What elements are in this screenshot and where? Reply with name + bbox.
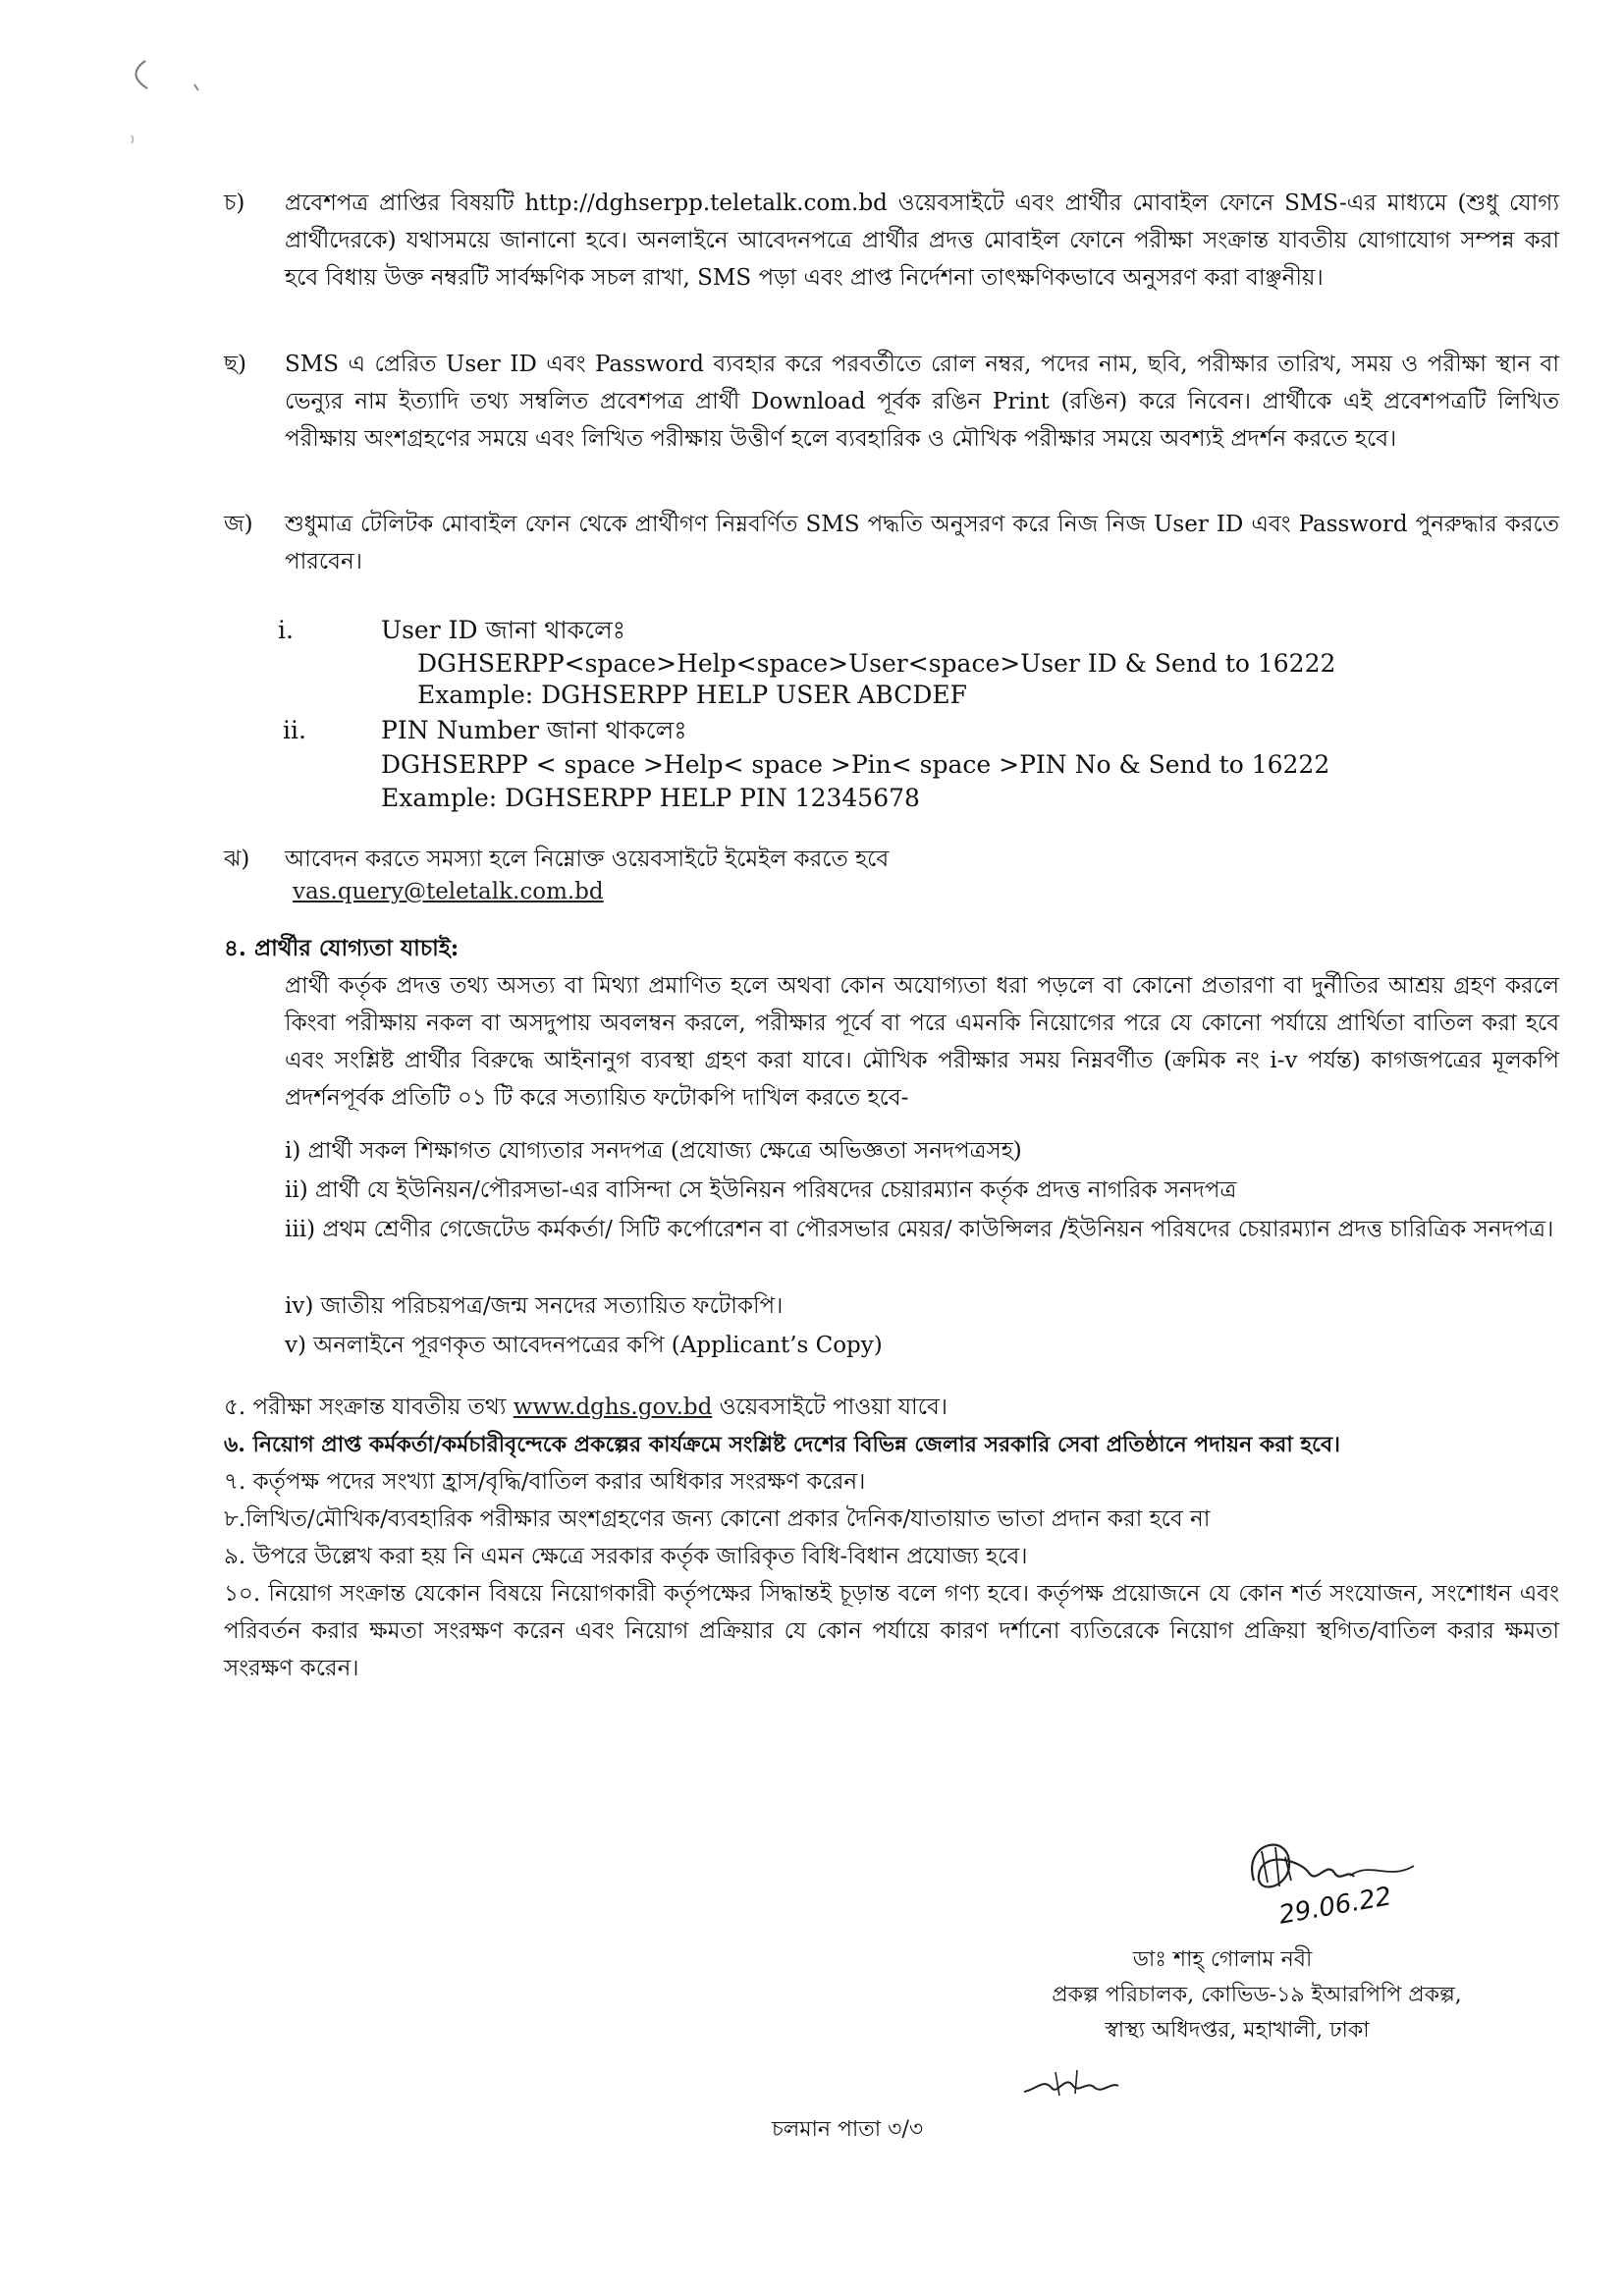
signature-date: 29.06.22 [1276, 1882, 1394, 1931]
dghs-website-link[interactable]: www.dghs.gov.bd [513, 1394, 713, 1420]
support-email-link[interactable]: vas.query@teletalk.com.bd [293, 879, 604, 904]
clause-6: ৬. নিয়োগ প্রাপ্ত কর্মকর্তা/কর্মচারীবৃন্দেকে প্রকল্পের কার্যক্রমে সংশ্লিষ্ট দেশের বিভিন্ন জেলার সরকারি সেবা প্রতিষ্ঠানে পদায়ন করা হবে। [224, 1432, 1340, 1457]
user-id-password-paragraph: SMS এ প্রেরিত User ID এবং Password ব্যবহার করে পরবর্তীতে রোল নম্বর, পদের নাম, ছবি, পরীক্ষার তারিখ, সময় ও পরীক্ষা স্থান বা ভেন্যুর নাম ইত্যাদি তথ্য সম্বলিত প্রবেশপত্র প্রার্থী Download পূর্বক রঙিন Print (রঙিন) করে নিবেন। প্রার্থীকে এই প্রবেশপত্রটি লিখিত পরীক্ষায় অংশগ্রহণের সময়ে এবং লিখিত পরীক্ষায় উত্তীর্ণ হলে ব্যবহারিক ও মৌখিক পরীক্ষার সময়ে অবশ্যই প্রদর্শন করতে হবে। [285, 352, 1559, 452]
item-marker: ঝ) [224, 847, 250, 872]
clause-5 [224, 1389, 1559, 1426]
signatory-name: ডাঃ শাহ্ গোলাম নবী [1132, 1947, 1313, 1972]
clause-7: ৭. কর্তৃপক্ষ পদের সংখ্যা হ্রাস/বৃদ্ধি/বাতিল করার অধিকার সংরক্ষণ করেন। [224, 1469, 866, 1495]
document-list-item: iv) জাতীয় পরিচয়পত্র/জন্ম সনদের সত্যায়িত ফটোকপি। [285, 1293, 784, 1319]
recovery-paragraph: শুধুমাত্র টেলিটক মোবাইল ফোন থেকে প্রার্থীগণ নিম্নবর্ণিত SMS পদ্ধতি অনুসরণ করে নিজ নিজ User ID এবং Password পুনরুদ্ধার করতে পারবেন। [285, 512, 1559, 574]
sms-option-heading: PIN Number জানা থাকলেঃ [381, 716, 687, 744]
clause-10: ১০. নিয়োগ সংক্রান্ত যেকোন বিষয়ে নিয়োগকারী কর্তৃপক্ষের সিদ্ধান্তই চূড়ান্ত বলে গণ্য হবে। কর্তৃপক্ষ প্রয়োজনে যে কোন শর্ত সংযোজন, সংশোধন এবং পরিবর্তন করার ক্ষমতা সংরক্ষণ করেন এবং নিয়োগ প্রক্রিয়ার যে কোন পর্যায়ে কারণ দর্শানো ব্যতিরেকে নিয়োগ প্রক্রিয়া স্থগিত/বাতিল করার ক্ষমতা সংরক্ষণ করেন। [224, 1581, 1559, 1681]
document-list-item: v) অনলাইনে পূরণকৃত আবেদনপত্রের কপি (Applicant’s Copy) [285, 1333, 883, 1358]
clause-5-suffix: ওয়েবসাইটে পাওয়া যাবে। [712, 1394, 947, 1420]
section-4-body: প্রার্থী কর্তৃক প্রদত্ত তথ্য অসত্য বা মিথ্যা প্রমাণিত হলে অথবা কোন অযোগ্যতা ধরা পড়লে বা কোনো প্রতারণা বা দুর্নীতির আশ্রয় গ্রহণ করলে কিংবা পরীক্ষায় নকল বা অসদুপায় অবলম্বন করলে, পরীক্ষার পূর্বে বা পরে এমনকি নিয়োগের পরে যে কোনো পর্যায়ে প্রার্থিতা বাতিল করা হবে এবং সংশ্লিষ্ট প্রার্থীর বিরুদ্ধে আইনানুগ ব্যবস্থা গ্রহণ করা যাবে। মৌখিক পরীক্ষার সময় নিম্নবর্ণীত (ক্রমিক নং i-v পর্যন্ত) কাগজপত্রের মূলকপি প্রদর্শনপূর্বক প্রতিটি ০১ টি করে সত্যায়িত ফটোকপি দাখিল করতে হবে- [285, 973, 1559, 1111]
support-email-text: আবেদন করতে সমস্যা হলে নিম্নোক্ত ওয়েবসাইটে ইমেইল করতে হবে [285, 847, 890, 872]
sms-format-line: DGHSERPP<space>Help<space>User<space>User ID & Send to 16222 [417, 649, 1336, 678]
document-list-item: iii) প্রথম শ্রেণীর গেজেটেড কর্মকর্তা/ সিটি কর্পোরেশন বা পৌরসভার মেয়র/ কাউন্সিলর /ইউনিয়ন পরিষদের চেয়ারম্যান প্রদত্ত চারিত্রিক সনদপত্র। [285, 1217, 1554, 1242]
item-marker: জ) [224, 512, 253, 537]
sms-option-heading: User ID জানা থাকলেঃ [381, 616, 626, 644]
document-list-item: i) প্রার্থী সকল শিক্ষাগত যোগ্যতার সনদপত্র (প্রযোজ্য ক্ষেত্রে অভিজ্ঞতা সনদপত্রসহ) [285, 1138, 1022, 1164]
clause-8: ৮.লিখিত/মৌখিক/ব্যবহারিক পরীক্ষার অংশগ্রহণের জন্য কোনো প্রকার দৈনিক/যাতায়াত ভাতা প্রদান করা হবে না [224, 1506, 1211, 1532]
document-list-item: ii) প্রার্থী যে ইউনিয়ন/পৌরসভা-এর বাসিন্দা সে ইউনিয়ন পরিষদের চেয়ারম্যান কর্তৃক প্রদত্ত নাগরিক সনদপত্র [285, 1177, 1237, 1203]
item-marker: চ) [224, 191, 245, 216]
clause-5-text: ৫. পরীক্ষা সংক্রান্ত যাবতীয় তথ্য [224, 1394, 514, 1420]
signatory-office: স্বাস্থ্য অধিদপ্তর, মহাখালী, ঢাকা [1105, 2018, 1370, 2043]
clause-9: ৯. উপরে উল্লেখ করা হয় নি এমন ক্ষেত্রে সরকার কর্তৃক জারিকৃত বিধি-বিধান প্রযোজ্য হবে। [224, 1544, 1028, 1569]
sms-option-marker: i. [278, 616, 294, 644]
sms-example-line: Example: DGHSERPP HELP PIN 12345678 [381, 784, 920, 812]
sms-option-marker: ii. [283, 716, 306, 744]
sms-example-line: Example: DGHSERPP HELP USER ABCDEF [417, 681, 968, 709]
page-footer: চলমান পাতা ৩/৩ [772, 2117, 924, 2142]
section-4-heading: ৪. প্রার্থীর যোগ্যতা যাচাই: [224, 935, 460, 961]
initial-scribble [1016, 2060, 1124, 2109]
admit-card-info-paragraph: প্রবেশপত্র প্রাপ্তির বিষয়টি http://dghserpp.teletalk.com.bd ওয়েবসাইটে এবং প্রার্থীর মোবাইল ফোনে SMS-এর মাধ্যমে (শুধু যোগ্য প্রার্থীদেরকে) যথাসময়ে জানানো হবে। অনলাইনে আবেদনপত্রে প্রার্থীর প্রদত্ত মোবাইল ফোনে পরীক্ষা সংক্রান্ত যাবতীয় যোগাযোগ সম্পন্ন করা হবে বিধায় উক্ত নম্বরটি সার্বক্ষণিক সচল রাখা, SMS পড়া এবং প্রাপ্ত নির্দেশনা তাৎক্ষণিকভাবে অনুসরণ করা বাঞ্ছনীয়। [285, 191, 1559, 291]
sms-format-line: DGHSERPP < space >Help< space >Pin< space >PIN No & Send to 16222 [381, 750, 1330, 779]
item-marker: ছ) [224, 352, 246, 377]
signatory-designation: প্রকল্প পরিচালক, কোভিড-১৯ ইআরপিপি প্রকল্প, [1052, 1983, 1462, 2007]
